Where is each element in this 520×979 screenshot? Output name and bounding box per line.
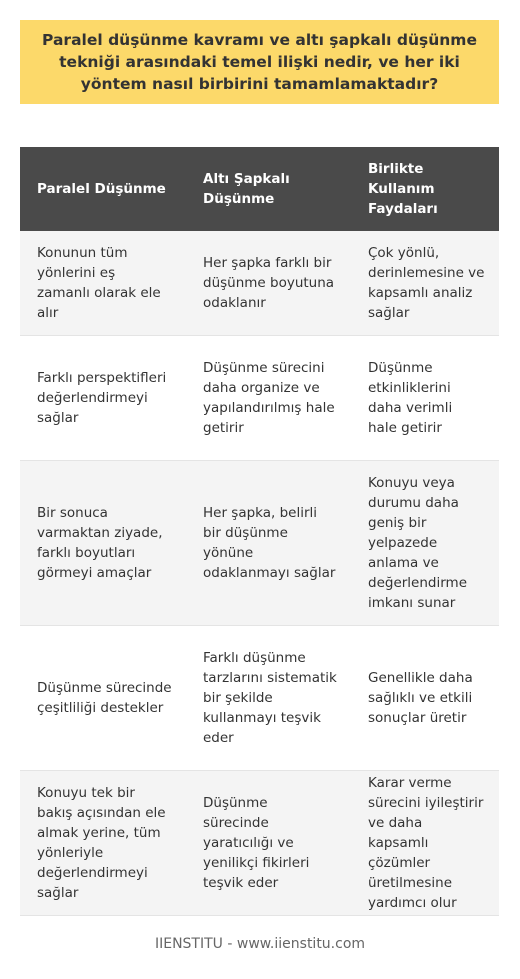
table-header-row bbox=[20, 147, 499, 231]
table-cell: Farklı perspektifleri değerlendirmeyi sağlar bbox=[20, 335, 186, 460]
table-cell: Çok yönlü, derinlemesine ve kapsamlı analiz sağlar bbox=[351, 231, 499, 335]
table-cell: Konuyu tek bir bakış açısından ele almak yerine, tüm yönleriyle değerlendirmeyi sağlar bbox=[20, 770, 186, 915]
table-cell: Bir sonuca varmaktan ziyade, farklı boyutları görmeyi amaçlar bbox=[20, 460, 186, 625]
question-title: Paralel düşünme kavramı ve altı şapkalı düşünme tekniği arasındaki temel ilişki nedir, ve her iki yöntem nasıl birbirini tamamlamaktadır? bbox=[42, 31, 477, 93]
table-row bbox=[20, 460, 499, 625]
table-cell: Her şapka farklı bir düşünme boyutuna odaklanır bbox=[186, 231, 351, 335]
table-cell: Konuyu veya durumu daha geniş bir yelpazede anlama ve değerlendirme imkanı sunar bbox=[351, 460, 499, 625]
header-combined-benefits: Birlikte Kullanım Faydaları bbox=[351, 147, 499, 231]
footer-credit: IIENSTITU - www.iienstitu.com bbox=[154, 936, 366, 952]
header-six-hats: Altı Şapkalı Düşünme bbox=[186, 147, 351, 231]
table-row bbox=[20, 625, 499, 770]
comparison-table bbox=[20, 147, 499, 916]
table-cell: Düşünme sürecinde yaratıcılığı ve yenilikçi fikirleri teşvik eder bbox=[186, 770, 351, 915]
table-cell: Düşünme sürecinde çeşitliliği destekler bbox=[20, 625, 186, 770]
table-row bbox=[20, 231, 499, 335]
table-cell: Genellikle daha sağlıklı ve etkili sonuçlar üretir bbox=[351, 625, 499, 770]
table-cell: Farklı düşünme tarzlarını sistematik bir şekilde kullanmayı teşvik eder bbox=[186, 625, 351, 770]
question-title-box bbox=[20, 20, 499, 104]
table-cell: Düşünme sürecini daha organize ve yapılandırılmış hale getirir bbox=[186, 335, 351, 460]
table-row bbox=[20, 335, 499, 460]
table-row bbox=[20, 770, 499, 915]
table-cell: Konunun tüm yönlerini eş zamanlı olarak ele alır bbox=[20, 231, 186, 335]
header-parallel-thinking: Paralel Düşünme bbox=[20, 147, 186, 231]
table-cell: Düşünme etkinliklerini daha verimli hale getirir bbox=[351, 335, 499, 460]
table-cell: Karar verme sürecini iyileştirir ve daha kapsamlı çözümler üretilmesine yardımcı olur bbox=[351, 770, 499, 915]
table-cell: Her şapka, belirli bir düşünme yönüne odaklanmayı sağlar bbox=[186, 460, 351, 625]
